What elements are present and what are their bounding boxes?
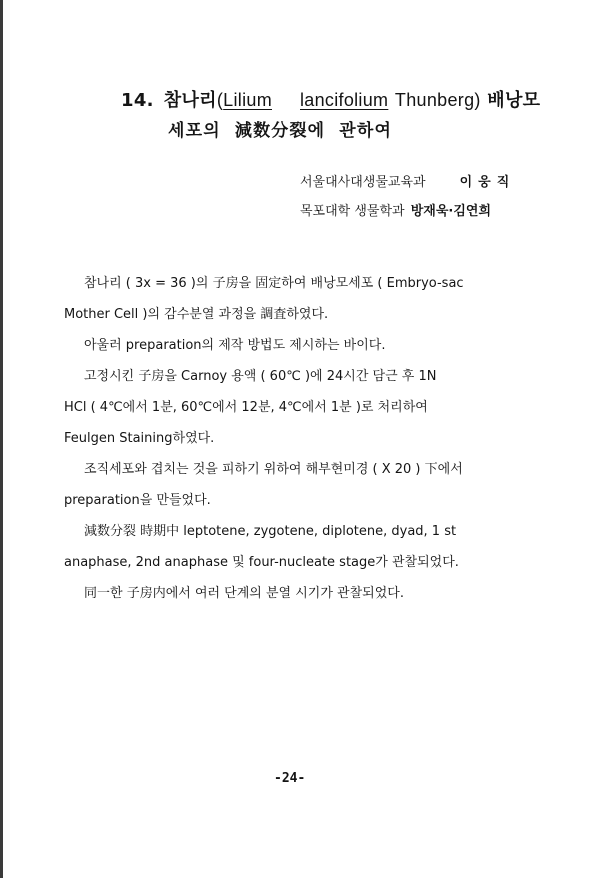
body-line: 아울러 preparation의 제작 방법도 제시하는 바이다.: [84, 338, 386, 353]
title-paren-open: (: [216, 90, 224, 110]
body-line: 同一한 子房内에서 여러 단계의 분열 시기가 관찰되었다.: [84, 586, 404, 601]
paper-title: [121, 86, 581, 115]
author-name-1: 이웅직: [459, 175, 516, 190]
author-block-2: [300, 200, 491, 219]
title-korean-name: 참나리: [163, 90, 217, 111]
body-line: Feulgen Staining하였다.: [64, 431, 215, 446]
title-tail: 배낭모: [487, 90, 541, 111]
title-number: 14.: [121, 90, 154, 111]
body-line: 減数分裂 時期中 leptotene, zygotene, diplotene, dyad, 1 st: [84, 524, 457, 539]
author-name-2: 방재욱·김연희: [410, 204, 492, 219]
title-paren-close: ): [474, 90, 481, 110]
scan-edge: [0, 0, 3, 878]
title-line2-c: 관하여: [339, 121, 393, 141]
affiliation-2: 목포대학 생물학과: [300, 204, 405, 219]
body-line: Mother Cell )의 감수분열 과정을 調査하였다.: [64, 307, 329, 322]
affiliation-1: 서울대사대생물교육과: [300, 175, 426, 190]
title-line2-a: 세포의: [168, 121, 221, 141]
body-line: 참나리 ( 3x = 36 )의 子房을 固定하여 배낭모세포 ( Embryo-sac: [84, 276, 464, 291]
title-line2-b: 減数分裂에: [234, 121, 326, 141]
title-authority: Thunberg: [394, 90, 475, 110]
body-line: 조직세포와 겹치는 것을 피하기 위하여 해부현미경 ( X 20 ) 下에서: [84, 462, 463, 477]
title-species: lancifolium: [300, 90, 389, 110]
author-block-1: [300, 171, 515, 190]
body-line: preparation을 만들었다.: [64, 493, 211, 508]
page-number: -24-: [274, 771, 306, 786]
abstract-body: [64, 268, 534, 609]
title-genus: Lilium: [223, 90, 272, 110]
body-line: HCl ( 4℃에서 1분, 60℃에서 12분, 4℃에서 1분 )로 처리하여: [64, 400, 428, 415]
body-line: 고정시킨 子房을 Carnoy 용액 ( 60℃ )에 24시간 담근 후 1N: [84, 369, 437, 384]
paper-title-line2: [168, 116, 392, 141]
body-line: anaphase, 2nd anaphase 및 four-nucleate stage가 관찰되었다.: [64, 555, 459, 570]
